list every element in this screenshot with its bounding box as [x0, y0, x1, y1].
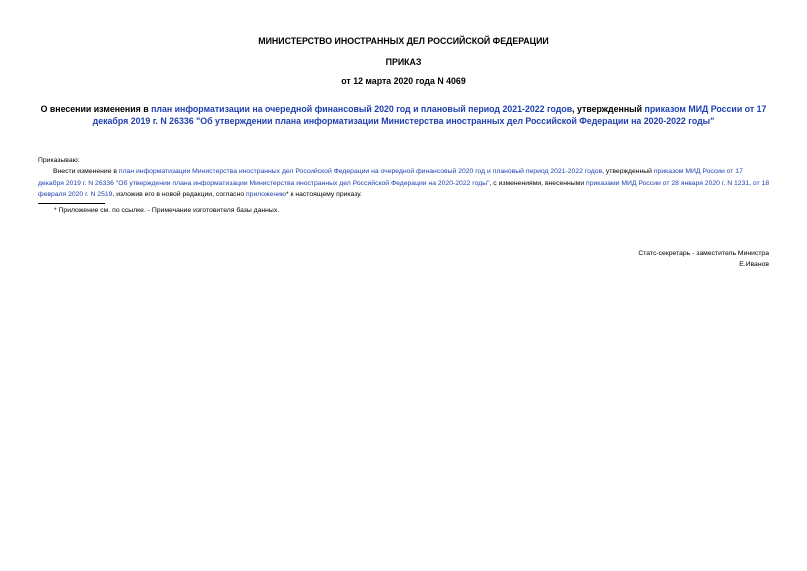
document-title: [36, 103, 771, 127]
paragraph-link-appendix[interactable]: приложению: [246, 191, 286, 198]
ministry-heading: МИНИСТЕРСТВО ИНОСТРАННЫХ ДЕЛ РОССИЙСКОЙ ФЕДЕРАЦИИ: [258, 36, 549, 46]
title-link-order[interactable]: приказом МИД России от 17 декабря 2019 г. N 26336 "Об утверждении плана информатизации Министерства иностранных дел Российской Федерации на 2020-2022 годы": [92, 104, 767, 126]
paragraph-text-3: , с изменениями, внесенными: [489, 179, 587, 187]
title-text-2: , утвержденный: [572, 104, 645, 114]
paragraph-link-plan[interactable]: план информатизации Министерства иностранных дел Российской Федерации на очередной финансовый 2020 год и плановый период 2021-2022 годов: [118, 168, 603, 175]
decree-word: Приказываю:: [38, 157, 80, 164]
signatory-name: Е.Иванов: [739, 261, 769, 268]
paragraph-link-order-feb[interactable]: от 18 февраля 2020 г. N 2519: [38, 179, 770, 198]
order-date-number: от 12 марта 2020 года N 4069: [341, 76, 466, 86]
title-link-plan[interactable]: план информатизации на очередной финансовый 2020 год и плановый период 2021-2022 годов: [151, 104, 573, 114]
footnote-separator: [38, 203, 105, 204]
footnote: * Приложение см. по ссылке. - Примечание изготовителя базы данных.: [54, 207, 280, 214]
signatory-position: Статс-секретарь - заместитель Министра: [638, 250, 769, 257]
title-text-1: О внесении изменения в: [40, 104, 152, 114]
decree-paragraph: [38, 166, 770, 201]
paragraph-text-2: , утвержденный: [602, 168, 654, 175]
paragraph-text-6: * к настоящему приказу.: [285, 191, 362, 198]
document-type: ПРИКАЗ: [385, 57, 422, 67]
paragraph-text-1: Внести изменение в: [53, 168, 119, 175]
paragraph-link-orders-jan[interactable]: приказами МИД России от 28 января 2020 г. N 1231: [586, 179, 750, 187]
paragraph-text-5: , изложив его в новой редакции, согласно: [112, 191, 246, 198]
paragraph-link-order[interactable]: приказом МИД России от 17 декабря 2019 г. N 26336 "Об утверждении плана информатизации Министерства иностранных дел Российской Федерации на 2020-2022 годы": [38, 168, 743, 187]
paragraph-text-4: ,: [749, 179, 753, 187]
